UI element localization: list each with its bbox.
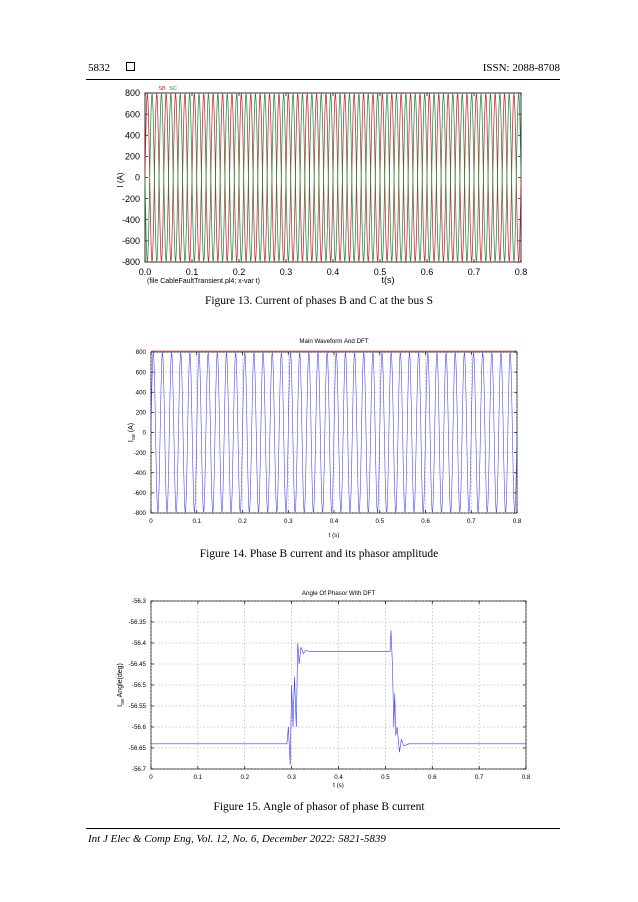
x-tick-label: 0.4	[334, 774, 343, 782]
journal-citation: Int J Elec & Comp Eng, Vol. 12, No. 6, December 2022: 5821-5839	[88, 833, 386, 845]
footer-rule	[86, 828, 560, 829]
chart-title: Main Waveform And DFT	[299, 338, 369, 345]
y-tick-label: -400	[133, 469, 146, 477]
x-tick-label: 0.4	[326, 267, 340, 277]
x-tick-label: 0.1	[192, 518, 202, 526]
y-tick-label: 800	[135, 349, 146, 357]
y-tick-label: -56.3	[131, 598, 146, 606]
series-line-sb	[145, 94, 521, 261]
x-tick-label: 0.2	[238, 518, 247, 526]
x-tick-label: 0.2	[232, 267, 246, 277]
figure-15-caption: Figure 15. Angle of phasor of phase B current	[213, 801, 425, 813]
x-tick-label: 0.8	[512, 518, 522, 526]
series-line-angle	[151, 630, 526, 764]
x-tick-label: 0.0	[138, 267, 152, 277]
y-tick-label: 0	[142, 429, 146, 437]
x-tick-label: 0.4	[329, 518, 339, 526]
x-tick-label: 0.5	[381, 774, 390, 782]
y-tick-label: -400	[121, 214, 140, 225]
x-tick-label: 0.2	[240, 774, 250, 782]
x-tick-label: 0.3	[279, 267, 293, 277]
x-tick-label: 0.6	[427, 774, 437, 782]
x-tick-label: 0.8	[521, 774, 531, 782]
y-tick-label: 200	[124, 151, 140, 162]
plot-frame	[145, 93, 521, 262]
x-tick-label: 0	[149, 774, 153, 782]
page-number: 5832	[88, 62, 110, 74]
x-tick-label: 0.7	[474, 774, 484, 782]
y-tick-label: -56.6	[131, 724, 146, 732]
x-tick-label: 0.6	[420, 267, 434, 277]
series-line-sc	[145, 94, 521, 261]
y-tick-label: -56.5	[131, 682, 146, 690]
x-tick-label: 0.3	[287, 774, 296, 782]
x-axis-label: t (s)	[333, 782, 344, 789]
y-tick-label: -56.45	[128, 661, 146, 669]
x-tick-label: 0.3	[283, 518, 293, 526]
figure-14-caption: Figure 14. Phase B current and its phasor amplitude	[199, 548, 439, 560]
x-tick-label: 0.7	[467, 267, 481, 277]
x-tick-label: 0	[149, 518, 153, 526]
series-line-current	[151, 353, 517, 512]
x-tick-label: 0.7	[466, 518, 476, 526]
square-bullet-icon	[126, 62, 135, 71]
x-tick-label: 0.6	[421, 518, 430, 526]
y-tick-label: -200	[121, 193, 140, 204]
issn: ISSN: 2088-8708	[482, 62, 560, 74]
figure-13-caption: Figure 13. Current of phases B and C at the bus S	[204, 295, 434, 307]
y-axis-label: $I_{SB}$ Angle(deg)	[117, 663, 125, 707]
y-tick-label: 0	[134, 172, 140, 183]
chart-title: Angle Of Phasor With DFT	[301, 590, 376, 597]
y-axis-label: $I_{SB}$ (A)	[128, 422, 136, 443]
x-tick-label: 0.5	[375, 518, 385, 526]
x-axis-label: t (s)	[328, 532, 340, 539]
y-axis-label: I (A)	[116, 172, 125, 188]
x-tick-label: 0.1	[193, 774, 203, 782]
y-tick-label: -56.4	[131, 640, 146, 648]
y-tick-label: 200	[135, 409, 146, 417]
y-tick-label: -800	[133, 510, 146, 518]
x-tick-label: 0.1	[185, 267, 199, 277]
y-tick-label: 400	[135, 389, 146, 397]
x-tick-label: 0.5	[373, 267, 387, 277]
y-tick-label: -56.65	[128, 745, 146, 753]
x-tick-label: 0.8	[514, 267, 528, 277]
y-tick-label: 600	[135, 369, 146, 377]
y-tick-label: -56.55	[128, 703, 146, 711]
file-note: (file CableFaultTransient.pl4; x-var t)	[147, 278, 260, 285]
y-tick-label: 600	[124, 109, 140, 120]
legend-label-sc: SC	[169, 86, 177, 92]
plot-frame	[151, 352, 517, 513]
plot-frame	[151, 601, 526, 769]
y-tick-label: -600	[133, 490, 146, 498]
y-tick-label: -56.7	[131, 766, 146, 774]
legend-label-sb: SB	[158, 86, 166, 92]
x-axis-label: t(s)	[381, 275, 395, 285]
y-tick-label: -56.35	[128, 619, 146, 627]
y-tick-label: -200	[133, 449, 146, 457]
y-tick-label: -600	[121, 236, 140, 247]
header-rule	[86, 79, 560, 80]
y-tick-label: 800	[124, 88, 140, 99]
y-tick-label: 400	[124, 130, 140, 141]
y-tick-label: -800	[121, 257, 140, 268]
